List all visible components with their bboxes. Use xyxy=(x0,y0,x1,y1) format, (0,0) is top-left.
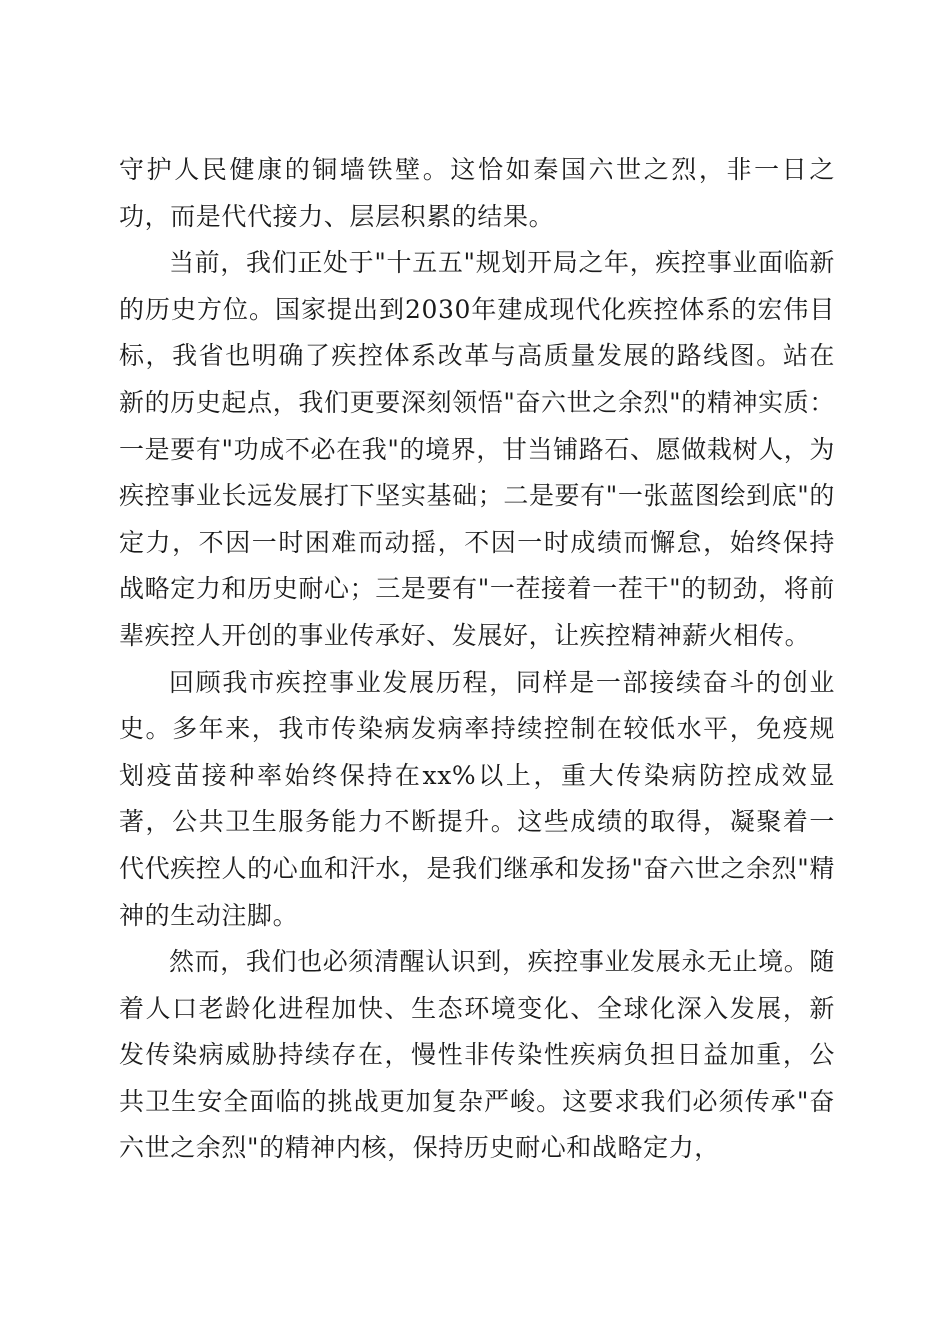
paragraph-2: 当前，我们正处于"十五五"规划开局之年，疾控事业面临新的历史方位。国家提出到2030年建成现代化疾控体系的宏伟目标，我省也明确了疾控体系改革与高质量发展的路线图。站在新的历史起点，我们更要深刻领悟"奋六世之余烈"的精神实质：一是要有"功成不必在我"的境界，甘当铺路石、愿做栽树人，为疾控事业长远发展打下坚实基础；二是要有"一张蓝图绘到底"的定力，不因一时困难而动摇，不因一时成绩而懈怠，始终保持战略定力和历史耐心；三是要有"一茬接着一茬干"的韧劲，将前辈疾控人开创的事业传承好、发展好，让疾控精神薪火相传。 xyxy=(119,248,835,650)
paragraph-4: 然而，我们也必须清醒认识到，疾控事业发展永无止境。随着人口老龄化进程加快、生态环境变化、全球化深入发展，新发传染病威胁持续存在，慢性非传染性疾病负担日益加重，公共卫生安全面临的挑战更加复杂严峻。这要求我们必须传承"奋六世之余烈"的精神内核，保持历史耐心和战略定力， xyxy=(119,947,835,1163)
document-body xyxy=(119,147,835,1172)
paragraph-1: 守护人民健康的铜墙铁壁。这恰如秦国六世之烈，非一日之功，而是代代接力、层层积累的结果。 xyxy=(119,155,835,231)
paragraph-3: 回顾我市疾控事业发展历程，同样是一部接续奋斗的创业史。多年来，我市传染病发病率持续控制在较低水平，免疫规划疫苗接种率始终保持在xx%以上，重大传染病防控成效显著，公共卫生服务能力不断提升。这些成绩的取得，凝聚着一代代疾控人的心血和汗水，是我们继承和发扬"奋六世之余烈"精神的生动注脚。 xyxy=(119,667,835,930)
